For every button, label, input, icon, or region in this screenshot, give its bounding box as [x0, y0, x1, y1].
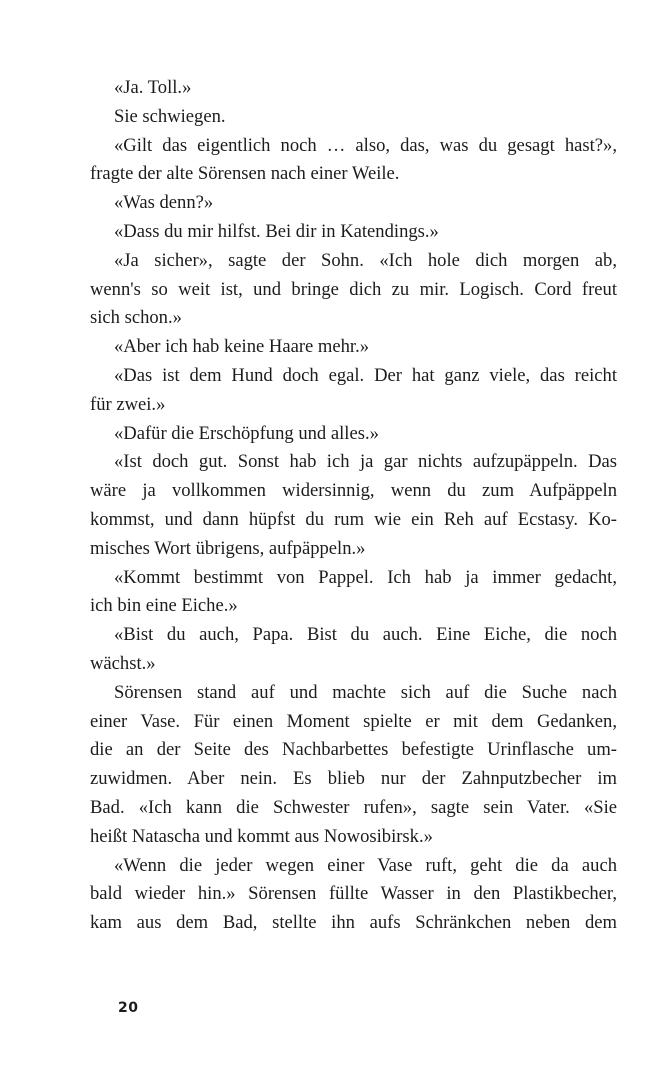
- text-line: «Bist du auch, Papa. Bist du auch. Eine Eiche, die noch: [114, 624, 617, 646]
- text-line: «Kommt bestimmt von Pappel. Ich hab ja immer gedacht,: [114, 566, 617, 588]
- text-line: «Wenn die jeder wegen einer Vase ruft, geht die da auch: [114, 854, 617, 876]
- text-line: «Aber ich hab keine Haare mehr.»: [114, 336, 370, 358]
- paragraph: [90, 564, 617, 622]
- text-line: kommst, und dann hüpfst du rum wie ein Reh auf Ecstasy. Ko-: [90, 508, 617, 530]
- paragraph: [90, 218, 617, 247]
- text-line: fragte der alte Sörensen nach einer Weile.: [90, 163, 400, 185]
- text-line: für zwei.»: [90, 393, 166, 415]
- text-line: «Dass du mir hilfst. Bei dir in Katendings.»: [114, 220, 439, 242]
- text-line: «Dafür die Erschöpfung und alles.»: [114, 422, 379, 444]
- text-line: die an der Seite des Nachbarbettes befestigte Urinflasche um-: [90, 739, 617, 761]
- text-line: Bad. «Ich kann die Schwester rufen», sagte sein Vater. «Sie: [90, 796, 617, 818]
- paragraph: [90, 103, 617, 132]
- text-line: «Gilt das eigentlich noch … also, das, was du gesagt hast?»,: [114, 134, 617, 156]
- body-text: [90, 74, 617, 938]
- text-line: ich bin eine Eiche.»: [90, 595, 238, 617]
- paragraph: [90, 189, 617, 218]
- text-line: heißt Natascha und kommt aus Nowosibirsk.»: [90, 825, 433, 847]
- paragraph: [90, 679, 617, 852]
- paragraph: [90, 333, 617, 362]
- text-line: Sörensen stand auf und machte sich auf die Suche nach: [114, 681, 617, 703]
- text-line: «Das ist dem Hund doch egal. Der hat ganz viele, das reicht: [114, 364, 617, 386]
- text-line: misches Wort übrigens, aufpäppeln.»: [90, 537, 366, 559]
- text-line: einer Vase. Für einen Moment spielte er mit dem Gedanken,: [90, 710, 617, 732]
- text-line: kam aus dem Bad, stellte ihn aufs Schränkchen neben dem: [90, 912, 617, 934]
- text-line: wäre ja vollkommen widersinnig, wenn du zum Aufpäppeln: [90, 480, 617, 502]
- text-line: «Was denn?»: [114, 192, 214, 214]
- text-line: Sie schwiegen.: [114, 105, 226, 127]
- text-line: «Ja sicher», sagte der Sohn. «Ich hole dich morgen ab,: [114, 249, 617, 271]
- paragraph: [90, 362, 617, 420]
- text-line: wenn's so weit ist, und bringe dich zu mir. Logisch. Cord freut: [90, 278, 617, 300]
- paragraph: [90, 621, 617, 679]
- paragraph: [90, 74, 617, 103]
- page-number: 20: [118, 1000, 139, 1016]
- text-line: bald wieder hin.» Sörensen füllte Wasser in den Plastikbecher,: [90, 883, 617, 905]
- text-line: wächst.»: [90, 652, 156, 674]
- text-line: zuwidmen. Aber nein. Es blieb nur der Zahnputzbecher im: [90, 768, 617, 790]
- paragraph: [90, 132, 617, 190]
- paragraph: [90, 852, 617, 938]
- paragraph: [90, 420, 617, 449]
- text-line: «Ja. Toll.»: [114, 77, 192, 98]
- paragraph: [90, 247, 617, 333]
- text-line: sich schon.»: [90, 307, 182, 329]
- text-line: «Ist doch gut. Sonst hab ich ja gar nichts aufzupäppeln. Das: [114, 451, 617, 473]
- paragraph: [90, 448, 617, 563]
